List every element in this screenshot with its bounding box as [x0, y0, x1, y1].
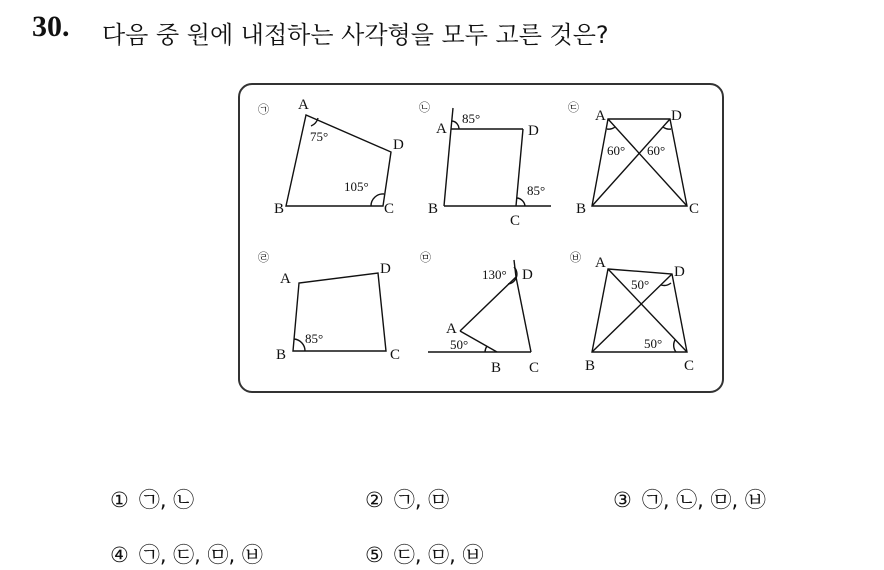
figure-5-vertex-b: B [491, 360, 502, 376]
figure-6-vertex-b: B [585, 358, 596, 374]
figure-6-marker: ㉥ [570, 251, 581, 264]
figure-4-vertex-c: C [390, 347, 401, 363]
figure-5-side-ad [460, 277, 516, 331]
figure-5-angle-b: 50° [450, 337, 469, 352]
figure-4-vertex-d: D [380, 261, 391, 277]
figure-2-angle-c: 85° [527, 183, 546, 198]
figure-6-vertex-c: C [684, 358, 695, 374]
figure-5-marker: ㉤ [420, 251, 431, 264]
figure-3 [568, 101, 699, 217]
figure-panel [238, 83, 724, 393]
figure-5-vertex-d: D [522, 267, 533, 283]
figure-1-angle-c: 105° [344, 179, 369, 194]
figure-3-angle-arc-a [607, 127, 615, 129]
figure-6-vertex-a: A [595, 255, 606, 271]
figure-3-vertex-c: C [689, 201, 700, 217]
figure-5-vertex-c: C [529, 360, 540, 376]
question-text: 다음 중 원에 내접하는 사각형을 모두 고른 것은? [102, 21, 609, 49]
choice-1-number: ① [110, 488, 129, 512]
choice-2-number: ② [365, 488, 384, 512]
figure-4-angle-arc-b [294, 339, 305, 351]
figure-6 [570, 251, 694, 374]
choice-1[interactable] [110, 484, 194, 514]
figure-1-angle-a: 75° [310, 129, 329, 144]
figure-5-angle-d: 130° [482, 267, 507, 282]
figure-1-angle-arc-c [371, 194, 384, 206]
figure-4-vertex-a: A [280, 271, 291, 287]
figure-4-angle-b: 85° [305, 331, 324, 346]
figure-3-marker: ㉢ [568, 101, 579, 114]
choice-3[interactable] [613, 484, 766, 514]
figure-2-extension-ab [451, 108, 453, 129]
figure-5-angle-arc-b [485, 346, 487, 352]
choice-4-text: ㉠, ㉢, ㉤, ㉥ [138, 543, 263, 567]
figure-1 [258, 97, 404, 217]
figure-1-vertex-a: A [298, 97, 309, 113]
figure-6-vertex-d: D [674, 264, 685, 280]
figure-2-angle-arc-a [452, 121, 459, 129]
choice-3-text: ㉠, ㉡, ㉤, ㉥ [641, 488, 766, 512]
figure-3-angle-a: 60° [607, 143, 626, 158]
figure-2-marker: ㉡ [419, 101, 430, 114]
choice-5[interactable] [365, 539, 484, 569]
question-number: 30. [32, 10, 70, 43]
choice-1-text: ㉠, ㉡ [138, 488, 195, 512]
figure-5 [420, 251, 539, 376]
figure-6-angle-c: 50° [644, 336, 663, 351]
figure-3-trapezoid [592, 119, 687, 206]
figure-4-vertex-b: B [276, 347, 287, 363]
figure-2-vertex-b: B [428, 201, 439, 217]
figure-6-angle-arc-c [674, 340, 676, 352]
figure-3-diagonal-bd [592, 119, 670, 206]
choice-2-text: ㉠, ㉤ [393, 488, 450, 512]
figure-3-diagonal-ac [608, 119, 687, 206]
figure-5-side-dc [516, 277, 531, 352]
figure-4 [258, 251, 400, 363]
figure-2-side-ab [444, 129, 451, 206]
figure-1-vertex-b: B [274, 201, 285, 217]
choice-3-number: ③ [613, 488, 632, 512]
figure-4-marker: ㉣ [258, 251, 269, 264]
figure-3-vertex-b: B [576, 201, 587, 217]
figure-2-angle-arc-c [517, 198, 525, 206]
figure-1-vertex-c: C [384, 201, 395, 217]
choice-2[interactable] [365, 484, 449, 514]
figure-1-marker: ㉠ [258, 103, 269, 116]
choice-4-number: ④ [110, 543, 129, 567]
figure-2-vertex-c: C [510, 213, 521, 229]
figure-3-angle-d: 60° [647, 143, 666, 158]
figure-3-vertex-d: D [671, 108, 682, 124]
figure-1-vertex-d: D [393, 137, 404, 153]
choice-5-number: ⑤ [365, 543, 384, 567]
choice-5-text: ㉢, ㉤, ㉥ [393, 543, 484, 567]
figure-6-angle-d: 50° [631, 277, 650, 292]
figure-1-quadrilateral [286, 115, 391, 206]
figure-2 [419, 101, 551, 229]
figure-2-angle-a: 85° [462, 111, 481, 126]
figure-5-vertex-a: A [446, 321, 457, 337]
figure-2-side-dc [516, 129, 523, 206]
figure-2-vertex-a: A [436, 121, 447, 137]
figure-2-vertex-d: D [528, 123, 539, 139]
choice-4[interactable] [110, 539, 263, 569]
figure-3-vertex-a: A [595, 108, 606, 124]
figure-3-angle-arc-d [663, 127, 671, 129]
